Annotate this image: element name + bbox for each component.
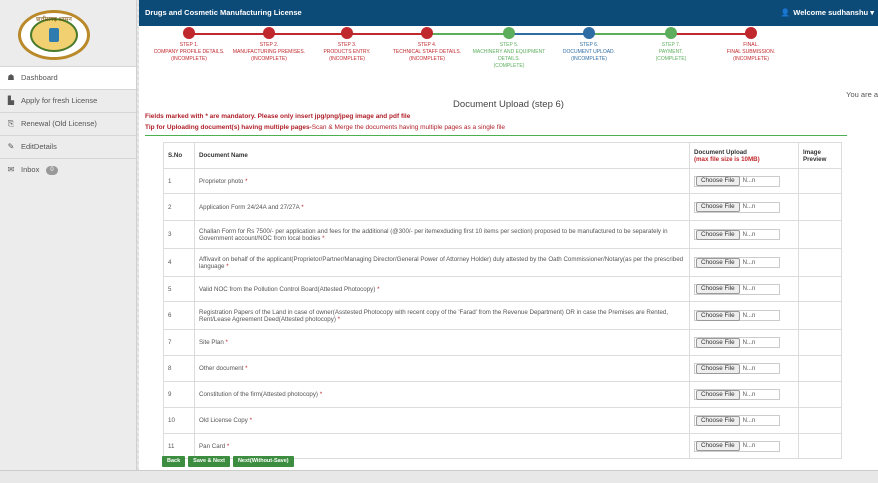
table-row bbox=[164, 221, 842, 249]
renew-icon: ⎘ bbox=[7, 119, 15, 128]
step-dot bbox=[341, 27, 353, 39]
file-input[interactable] bbox=[694, 310, 780, 321]
choose-file-button[interactable]: Choose File bbox=[696, 230, 740, 240]
required-star: * bbox=[337, 315, 341, 323]
choose-file-button[interactable]: Choose File bbox=[696, 416, 740, 426]
step-num: STEP 5. bbox=[499, 42, 519, 48]
step-num: STEP 6. bbox=[579, 42, 599, 48]
row-sno: 1 bbox=[164, 169, 195, 194]
required-star: * bbox=[301, 203, 304, 211]
document-name-text: Valid NOC from the Pollution Control Board(Attested Photocopy) bbox=[199, 285, 376, 293]
no-file-chosen-text: N...n bbox=[742, 339, 756, 346]
mail-icon: ✉ bbox=[7, 165, 15, 174]
row-document-name bbox=[195, 356, 690, 382]
row-image-preview bbox=[799, 169, 842, 194]
step-dot bbox=[665, 27, 677, 39]
step-label: FINAL SUBMISSION. bbox=[726, 49, 776, 55]
step-8[interactable] bbox=[711, 26, 791, 63]
step-dot bbox=[183, 27, 195, 39]
no-file-chosen-text: N...n bbox=[742, 443, 756, 449]
row-document-name bbox=[195, 169, 690, 194]
table-row bbox=[164, 194, 842, 221]
step-num: STEP 1. bbox=[179, 42, 199, 48]
bottom-strip bbox=[0, 470, 878, 483]
row-document-name bbox=[195, 434, 690, 459]
step-status: (INCOMPLETE) bbox=[329, 56, 365, 62]
row-image-preview bbox=[799, 194, 842, 221]
step-status: (INCOMPLETE) bbox=[171, 56, 207, 62]
row-upload-cell bbox=[690, 302, 799, 330]
file-input[interactable] bbox=[694, 176, 780, 187]
sidebar-item-dashboard[interactable] bbox=[0, 66, 136, 89]
required-star: * bbox=[249, 417, 252, 424]
sidebar-item-label: Apply for fresh License bbox=[21, 96, 98, 105]
required-star: * bbox=[245, 177, 248, 185]
step-4[interactable] bbox=[387, 26, 467, 63]
header-upload-label: Document Upload bbox=[694, 148, 747, 156]
sidebar-item-editdetails[interactable] bbox=[0, 135, 136, 158]
file-input[interactable] bbox=[694, 202, 780, 213]
document-name-text: Proprietor photo bbox=[199, 177, 244, 185]
step-status: (COMPLETE) bbox=[655, 56, 687, 62]
table-row bbox=[164, 408, 842, 434]
row-image-preview bbox=[799, 221, 842, 249]
row-image-preview bbox=[799, 330, 842, 356]
step-1[interactable] bbox=[149, 26, 229, 63]
choose-file-button[interactable]: Choose File bbox=[696, 176, 740, 186]
row-upload-cell bbox=[690, 277, 799, 302]
sidebar-item-label: Inbox bbox=[21, 165, 40, 174]
header-image-preview: Image Preview bbox=[799, 143, 842, 169]
step-label: PRODUCTS ENTRY. bbox=[323, 49, 371, 55]
row-sno: 3 bbox=[164, 221, 195, 249]
step-label: DOCUMENT UPLOAD. bbox=[562, 49, 616, 55]
row-sno: 10 bbox=[164, 408, 195, 434]
sidebar-item-label: Dashboard bbox=[21, 73, 58, 82]
inbox-count-badge: 0 bbox=[46, 166, 57, 175]
choose-file-button[interactable]: Choose File bbox=[696, 364, 740, 374]
header-upload-size-note: (max file size is 10MB) bbox=[694, 155, 760, 163]
document-name-text: Pan Card bbox=[199, 442, 226, 450]
step-7[interactable] bbox=[631, 26, 711, 63]
file-input[interactable] bbox=[694, 229, 780, 240]
step-label: MACHINERY AND EQUIPMENT DETAILS. bbox=[472, 49, 546, 62]
upload-tip-label: Tip for Uploading document(s) having multiple pages- bbox=[145, 124, 312, 131]
required-star: * bbox=[225, 339, 228, 346]
row-image-preview bbox=[799, 434, 842, 459]
no-file-chosen-text: N...n bbox=[742, 178, 756, 184]
header-document-name: Document Name bbox=[195, 143, 690, 169]
action-buttons bbox=[162, 456, 294, 467]
choose-file-button[interactable]: Choose File bbox=[696, 202, 740, 212]
table-row bbox=[164, 382, 842, 408]
user-icon: 👤 bbox=[780, 8, 791, 17]
required-star: * bbox=[226, 262, 229, 270]
emblem-icon bbox=[49, 28, 59, 42]
step-num: FINAL. bbox=[743, 42, 759, 48]
step-6[interactable] bbox=[549, 26, 629, 63]
sidebar-item-label: Renewal (Old License) bbox=[21, 119, 97, 128]
file-icon: ▙ bbox=[7, 96, 15, 105]
document-name-text: Other document bbox=[199, 365, 244, 372]
sidebar-item-label: EditDetails bbox=[21, 142, 57, 151]
document-name-text: Challan Form for Rs 7500/- per application and fees for the additional (@300/- per itemexduding first 10 items per section) proposed to be manufactured to be separately in Government account/NOC from local bodies bbox=[199, 227, 668, 242]
no-file-chosen-text: N...n bbox=[742, 286, 756, 292]
file-input[interactable] bbox=[694, 389, 780, 400]
welcome-note: You are a bbox=[846, 90, 878, 99]
document-name-text: Registration Papers of the Land in case of owner(Asstested Photocopy with recent copy of the 'Farad' from the Revenue Department) OR in case the Premises are Rented, Rent/Lease Agreement Deed(Attested photocopy) bbox=[199, 308, 669, 323]
row-sno: 5 bbox=[164, 277, 195, 302]
step-2[interactable] bbox=[229, 26, 309, 63]
no-file-chosen-text: N...n bbox=[742, 231, 756, 238]
table-row bbox=[164, 249, 842, 277]
back-button[interactable]: Back bbox=[162, 456, 185, 467]
no-file-chosen-text: N...n bbox=[742, 365, 756, 372]
table-row bbox=[164, 434, 842, 459]
table-header-row bbox=[164, 143, 842, 169]
next-without-save-button[interactable]: Next(Without-Save) bbox=[233, 456, 294, 467]
mandatory-note: Fields marked with * are mandatory. Please only insert jpg/png/jpeg image and pdf file bbox=[145, 113, 411, 120]
step-status: (INCOMPLETE) bbox=[571, 56, 607, 62]
step-5[interactable] bbox=[469, 26, 549, 70]
file-input[interactable] bbox=[694, 363, 780, 374]
row-image-preview bbox=[799, 302, 842, 330]
row-upload-cell bbox=[690, 221, 799, 249]
row-sno: 7 bbox=[164, 330, 195, 356]
table-row bbox=[164, 302, 842, 330]
sidebar-item-inbox[interactable] bbox=[0, 158, 136, 181]
row-sno: 8 bbox=[164, 356, 195, 382]
step-status: (COMPLETE) bbox=[493, 63, 525, 69]
step-dot bbox=[583, 27, 595, 39]
file-input[interactable] bbox=[694, 284, 780, 295]
app-title: Drugs and Cosmetic Manufacturing License bbox=[145, 8, 302, 17]
row-upload-cell bbox=[690, 249, 799, 277]
file-input[interactable] bbox=[694, 441, 780, 452]
row-sno: 6 bbox=[164, 302, 195, 330]
row-image-preview bbox=[799, 356, 842, 382]
row-upload-cell bbox=[690, 434, 799, 459]
user-menu-label: Welcome sudhanshu ▾ bbox=[793, 8, 874, 17]
choose-file-button[interactable]: Choose File bbox=[696, 258, 740, 268]
sidebar-item-renewal-old-license[interactable] bbox=[0, 112, 136, 135]
logo-text: छत्तीसगढ़ शासन bbox=[36, 16, 72, 23]
file-input[interactable] bbox=[694, 415, 780, 426]
table-row bbox=[164, 277, 842, 302]
document-name-text: Old License Copy bbox=[199, 417, 248, 424]
required-star: * bbox=[226, 442, 230, 450]
sidebar-item-apply-for-fresh-license[interactable] bbox=[0, 89, 136, 112]
row-upload-cell bbox=[690, 169, 799, 194]
file-input[interactable] bbox=[694, 337, 780, 348]
row-image-preview bbox=[799, 382, 842, 408]
table-row bbox=[164, 169, 842, 194]
row-document-name bbox=[195, 330, 690, 356]
green-divider bbox=[145, 135, 847, 136]
row-document-name bbox=[195, 249, 690, 277]
sidebar bbox=[0, 0, 137, 470]
step-status: (INCOMPLETE) bbox=[251, 56, 287, 62]
no-file-chosen-text: N...n bbox=[742, 312, 756, 319]
state-logo bbox=[18, 10, 90, 60]
row-upload-cell bbox=[690, 330, 799, 356]
choose-file-button[interactable]: Choose File bbox=[696, 284, 740, 294]
dashboard-icon: ☗ bbox=[7, 73, 15, 82]
no-file-chosen-text: N...n bbox=[742, 259, 756, 266]
row-image-preview bbox=[799, 277, 842, 302]
upload-tip-text: Scan & Merge the documents having multiple pages as a single file bbox=[311, 124, 506, 131]
step-label: PAYMENT. bbox=[658, 49, 684, 55]
row-image-preview bbox=[799, 408, 842, 434]
choose-file-button[interactable]: Choose File bbox=[696, 338, 740, 348]
row-upload-cell bbox=[690, 382, 799, 408]
edit-icon: ✎ bbox=[7, 142, 15, 151]
progress-stepper bbox=[139, 26, 878, 86]
step-label: MANUFACTURING PREMISES. bbox=[232, 49, 306, 55]
main-content bbox=[139, 26, 878, 470]
row-document-name bbox=[195, 221, 690, 249]
table-row bbox=[164, 356, 842, 382]
table-row bbox=[164, 330, 842, 356]
required-star: * bbox=[377, 285, 380, 293]
upload-tip bbox=[145, 124, 505, 131]
row-document-name bbox=[195, 408, 690, 434]
document-name-text: Affivavit on behalf of the applicant(Proprietor/Partner/Managing Director/General Power of Attorney Holder) duly attested by the Oath Commissioner/Notary(as per the prescribed language bbox=[199, 255, 684, 270]
header-document-upload bbox=[690, 143, 799, 169]
step-num: STEP 4. bbox=[417, 42, 437, 48]
step-dot bbox=[263, 27, 275, 39]
document-table bbox=[163, 142, 842, 459]
row-sno: 9 bbox=[164, 382, 195, 408]
no-file-chosen-text: N...n bbox=[742, 204, 756, 210]
page-title: Document Upload (step 6) bbox=[453, 99, 564, 110]
row-upload-cell bbox=[690, 356, 799, 382]
step-label: COMPANY PROFILE DETAILS. bbox=[153, 49, 225, 55]
row-document-name bbox=[195, 382, 690, 408]
row-upload-cell bbox=[690, 408, 799, 434]
document-name-text: Site Plan bbox=[199, 339, 224, 346]
document-name-text: Application Form 24/24A and 27/27A bbox=[199, 203, 300, 211]
row-image-preview bbox=[799, 249, 842, 277]
top-bar bbox=[139, 0, 878, 26]
choose-file-button[interactable]: Choose File bbox=[696, 390, 740, 400]
step-dot bbox=[745, 27, 757, 39]
step-num: STEP 3. bbox=[337, 42, 357, 48]
required-star: * bbox=[245, 365, 248, 372]
row-document-name bbox=[195, 277, 690, 302]
required-star: * bbox=[322, 234, 325, 242]
step-status: (INCOMPLETE) bbox=[733, 56, 769, 62]
user-menu[interactable] bbox=[781, 8, 874, 17]
sidebar-nav bbox=[0, 66, 136, 181]
required-star: * bbox=[319, 391, 323, 398]
row-sno: 11 bbox=[164, 434, 195, 459]
row-upload-cell bbox=[690, 194, 799, 221]
step-num: STEP 2. bbox=[259, 42, 279, 48]
choose-file-button[interactable]: Choose File bbox=[696, 441, 740, 451]
step-label: TECHNICAL STAFF DETAILS. bbox=[392, 49, 462, 55]
choose-file-button[interactable]: Choose File bbox=[696, 311, 740, 321]
step-dot bbox=[421, 27, 433, 39]
step-dot bbox=[503, 27, 515, 39]
no-file-chosen-text: N...n bbox=[742, 391, 756, 398]
file-input[interactable] bbox=[694, 257, 780, 268]
row-document-name bbox=[195, 194, 690, 221]
row-document-name bbox=[195, 302, 690, 330]
step-3[interactable] bbox=[307, 26, 387, 63]
save-next-button[interactable]: Save & Next bbox=[188, 456, 230, 467]
row-sno: 4 bbox=[164, 249, 195, 277]
document-name-text: Constitution of the firm(Attested photocopy) bbox=[199, 391, 318, 398]
header-sno: S.No bbox=[164, 143, 195, 169]
row-sno: 2 bbox=[164, 194, 195, 221]
step-status: (INCOMPLETE) bbox=[409, 56, 445, 62]
step-num: STEP 7. bbox=[661, 42, 681, 48]
no-file-chosen-text: N...n bbox=[742, 417, 756, 424]
logo-emblem-ring bbox=[30, 18, 78, 52]
